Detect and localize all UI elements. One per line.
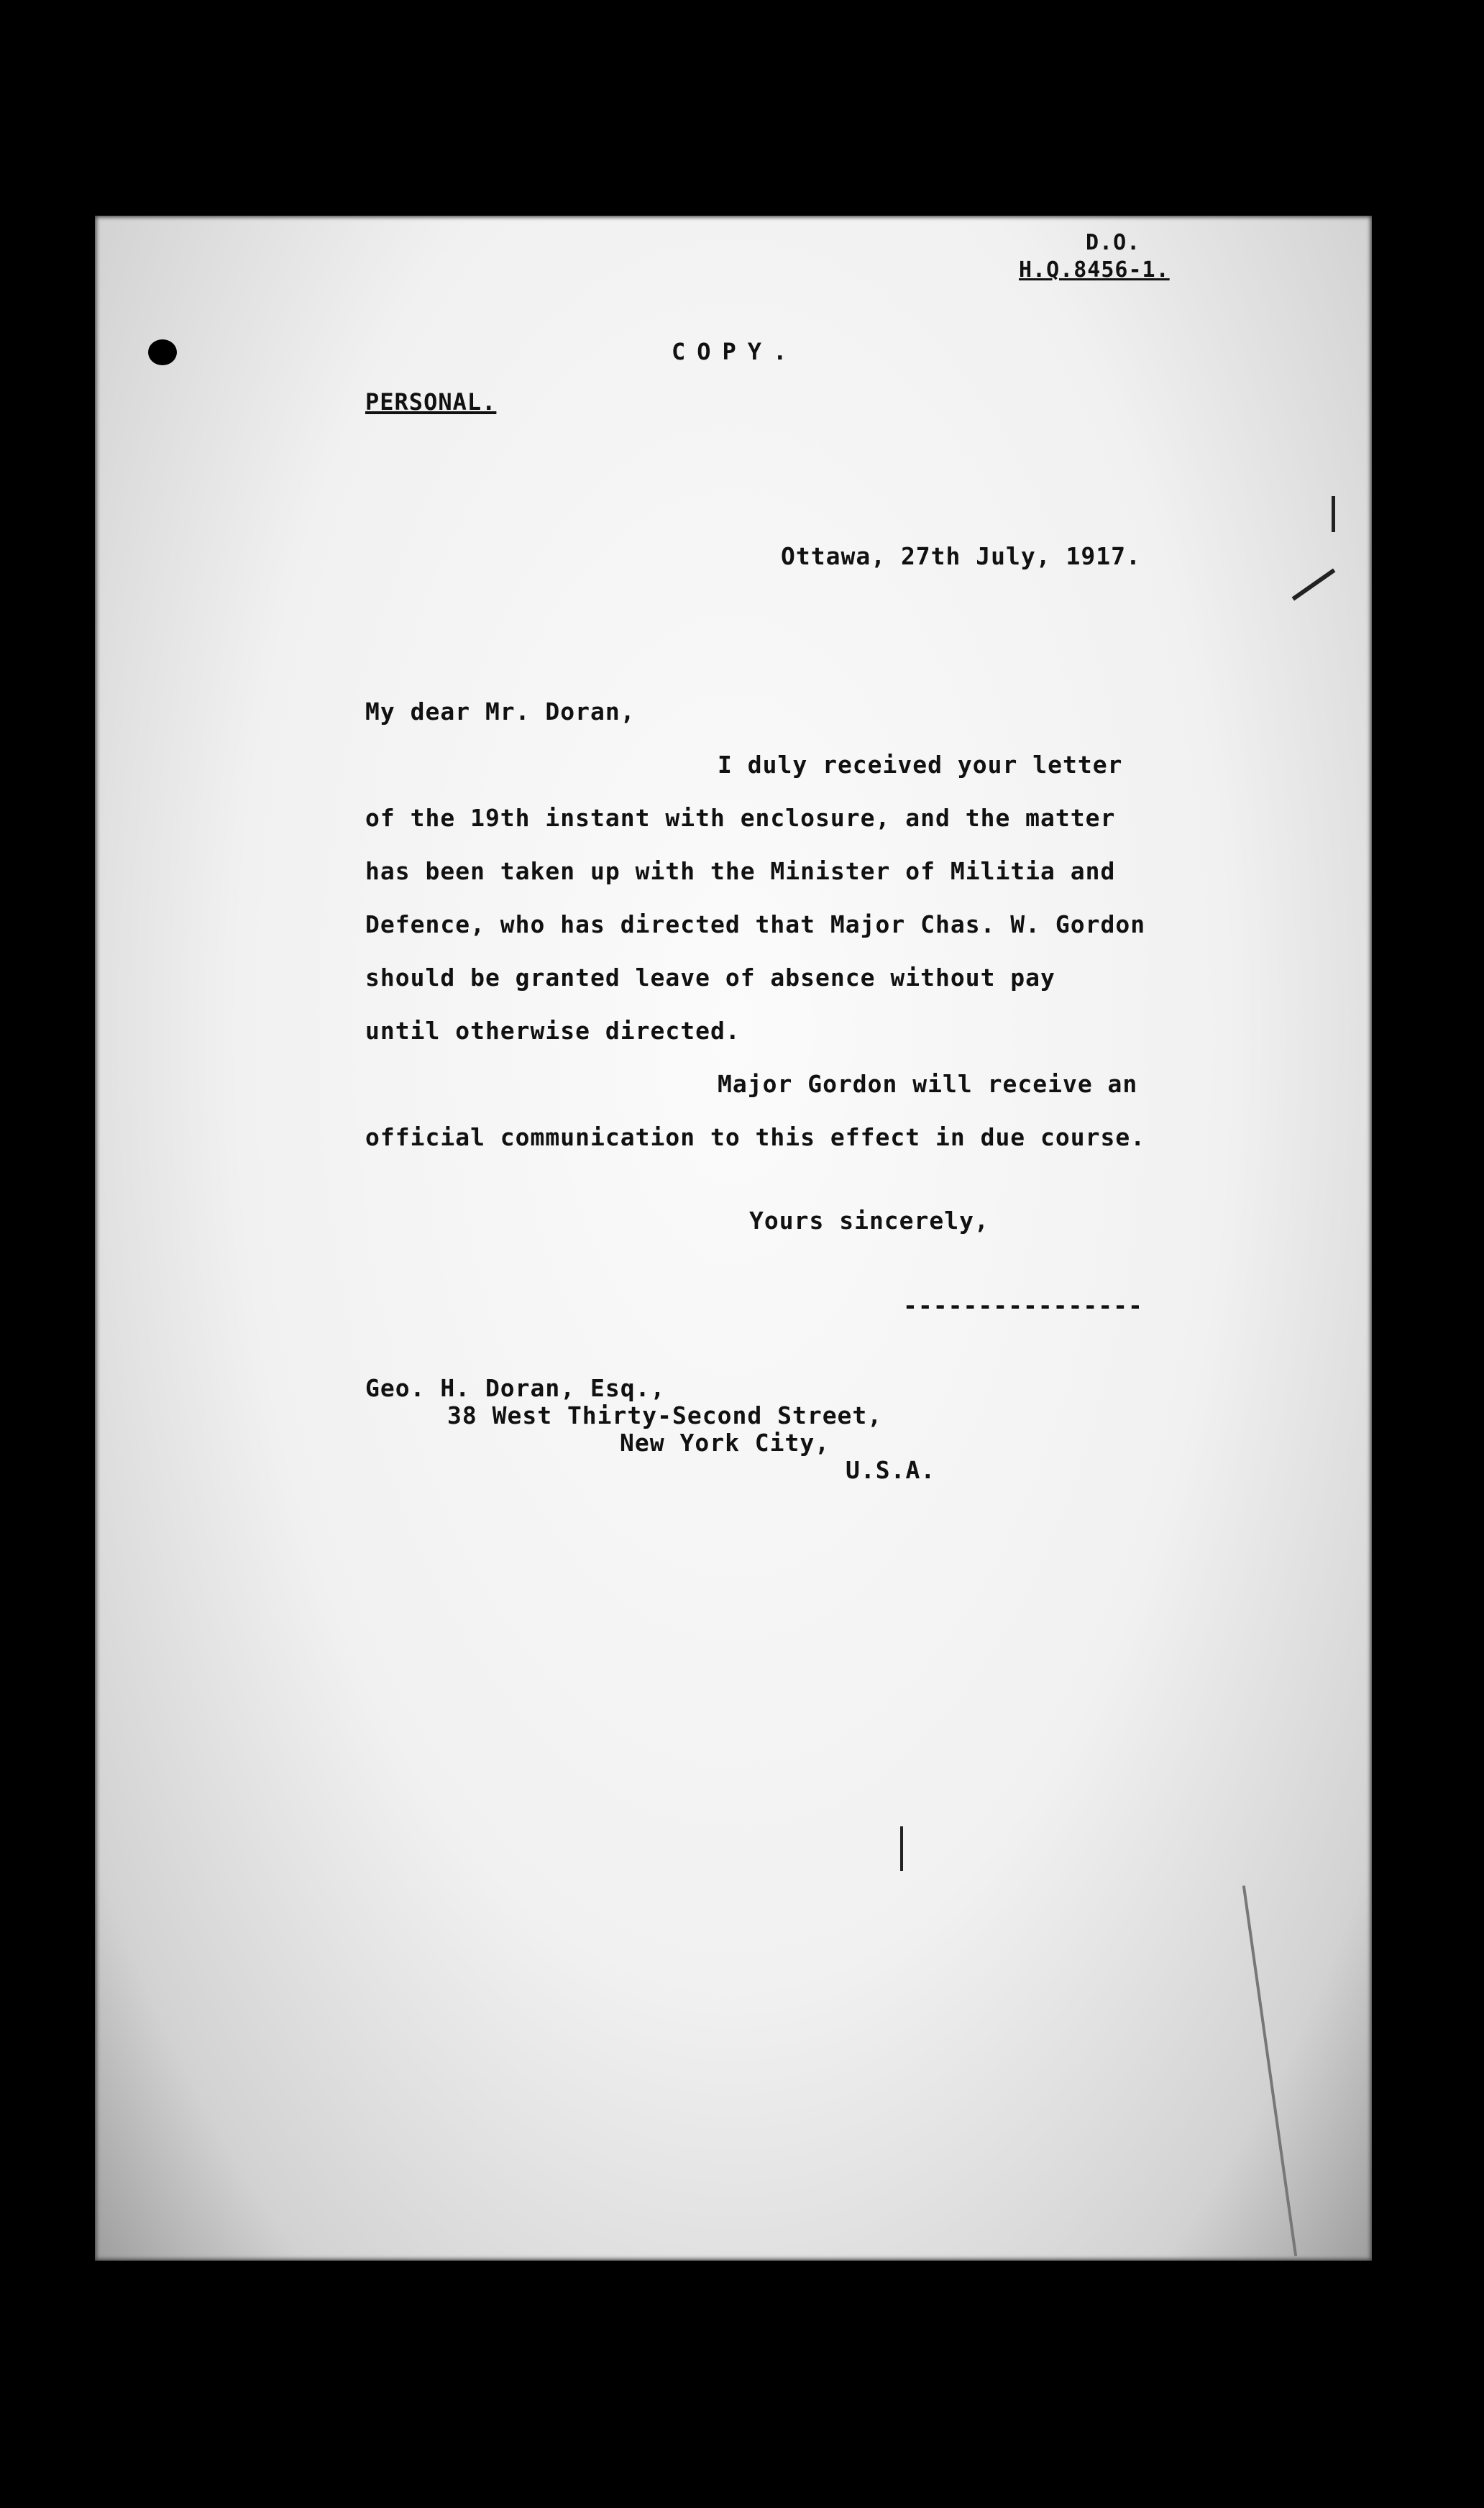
paper-mark — [900, 1826, 903, 1871]
body-line-6: until otherwise directed. — [365, 1017, 741, 1045]
salutation: My dear Mr. Doran, — [365, 697, 636, 726]
body-line-1: I duly received your letter — [718, 751, 1123, 779]
body-line-5: should be granted leave of absence without pay — [365, 964, 1055, 992]
closing: Yours sincerely, — [749, 1207, 989, 1235]
signature-line: ---------------- — [903, 1291, 1143, 1319]
reference-code-line1: D.O. — [1086, 230, 1141, 255]
address-line-2: 38 West Thirty-Second Street, — [447, 1401, 883, 1429]
body-line-2: of the 19th instant with enclosure, and the matter — [365, 804, 1116, 832]
copy-title: COPY. — [672, 338, 799, 365]
body-line-4: Defence, who has directed that Major Chas. W. Gordon — [365, 910, 1146, 938]
punch-hole-mark — [148, 339, 177, 365]
margin-scratch — [1292, 568, 1336, 600]
address-line-3: New York City, — [620, 1429, 830, 1457]
letter-date: Ottawa, 27th July, 1917. — [781, 542, 1141, 570]
page-edge-crease — [1242, 1885, 1297, 2256]
reference-code-line2: H.Q.8456-1. — [1019, 257, 1170, 283]
body-line-3: has been taken up with the Minister of Militia and — [365, 857, 1116, 885]
personal-heading: PERSONAL. — [365, 388, 497, 416]
body-line-7: Major Gordon will receive an — [718, 1070, 1138, 1098]
address-line-4: U.S.A. — [846, 1456, 936, 1484]
margin-mark — [1332, 496, 1335, 532]
letter-page — [95, 216, 1372, 2261]
address-line-1: Geo. H. Doran, Esq., — [365, 1374, 666, 1402]
body-line-8: official communication to this effect in due course. — [365, 1123, 1146, 1151]
